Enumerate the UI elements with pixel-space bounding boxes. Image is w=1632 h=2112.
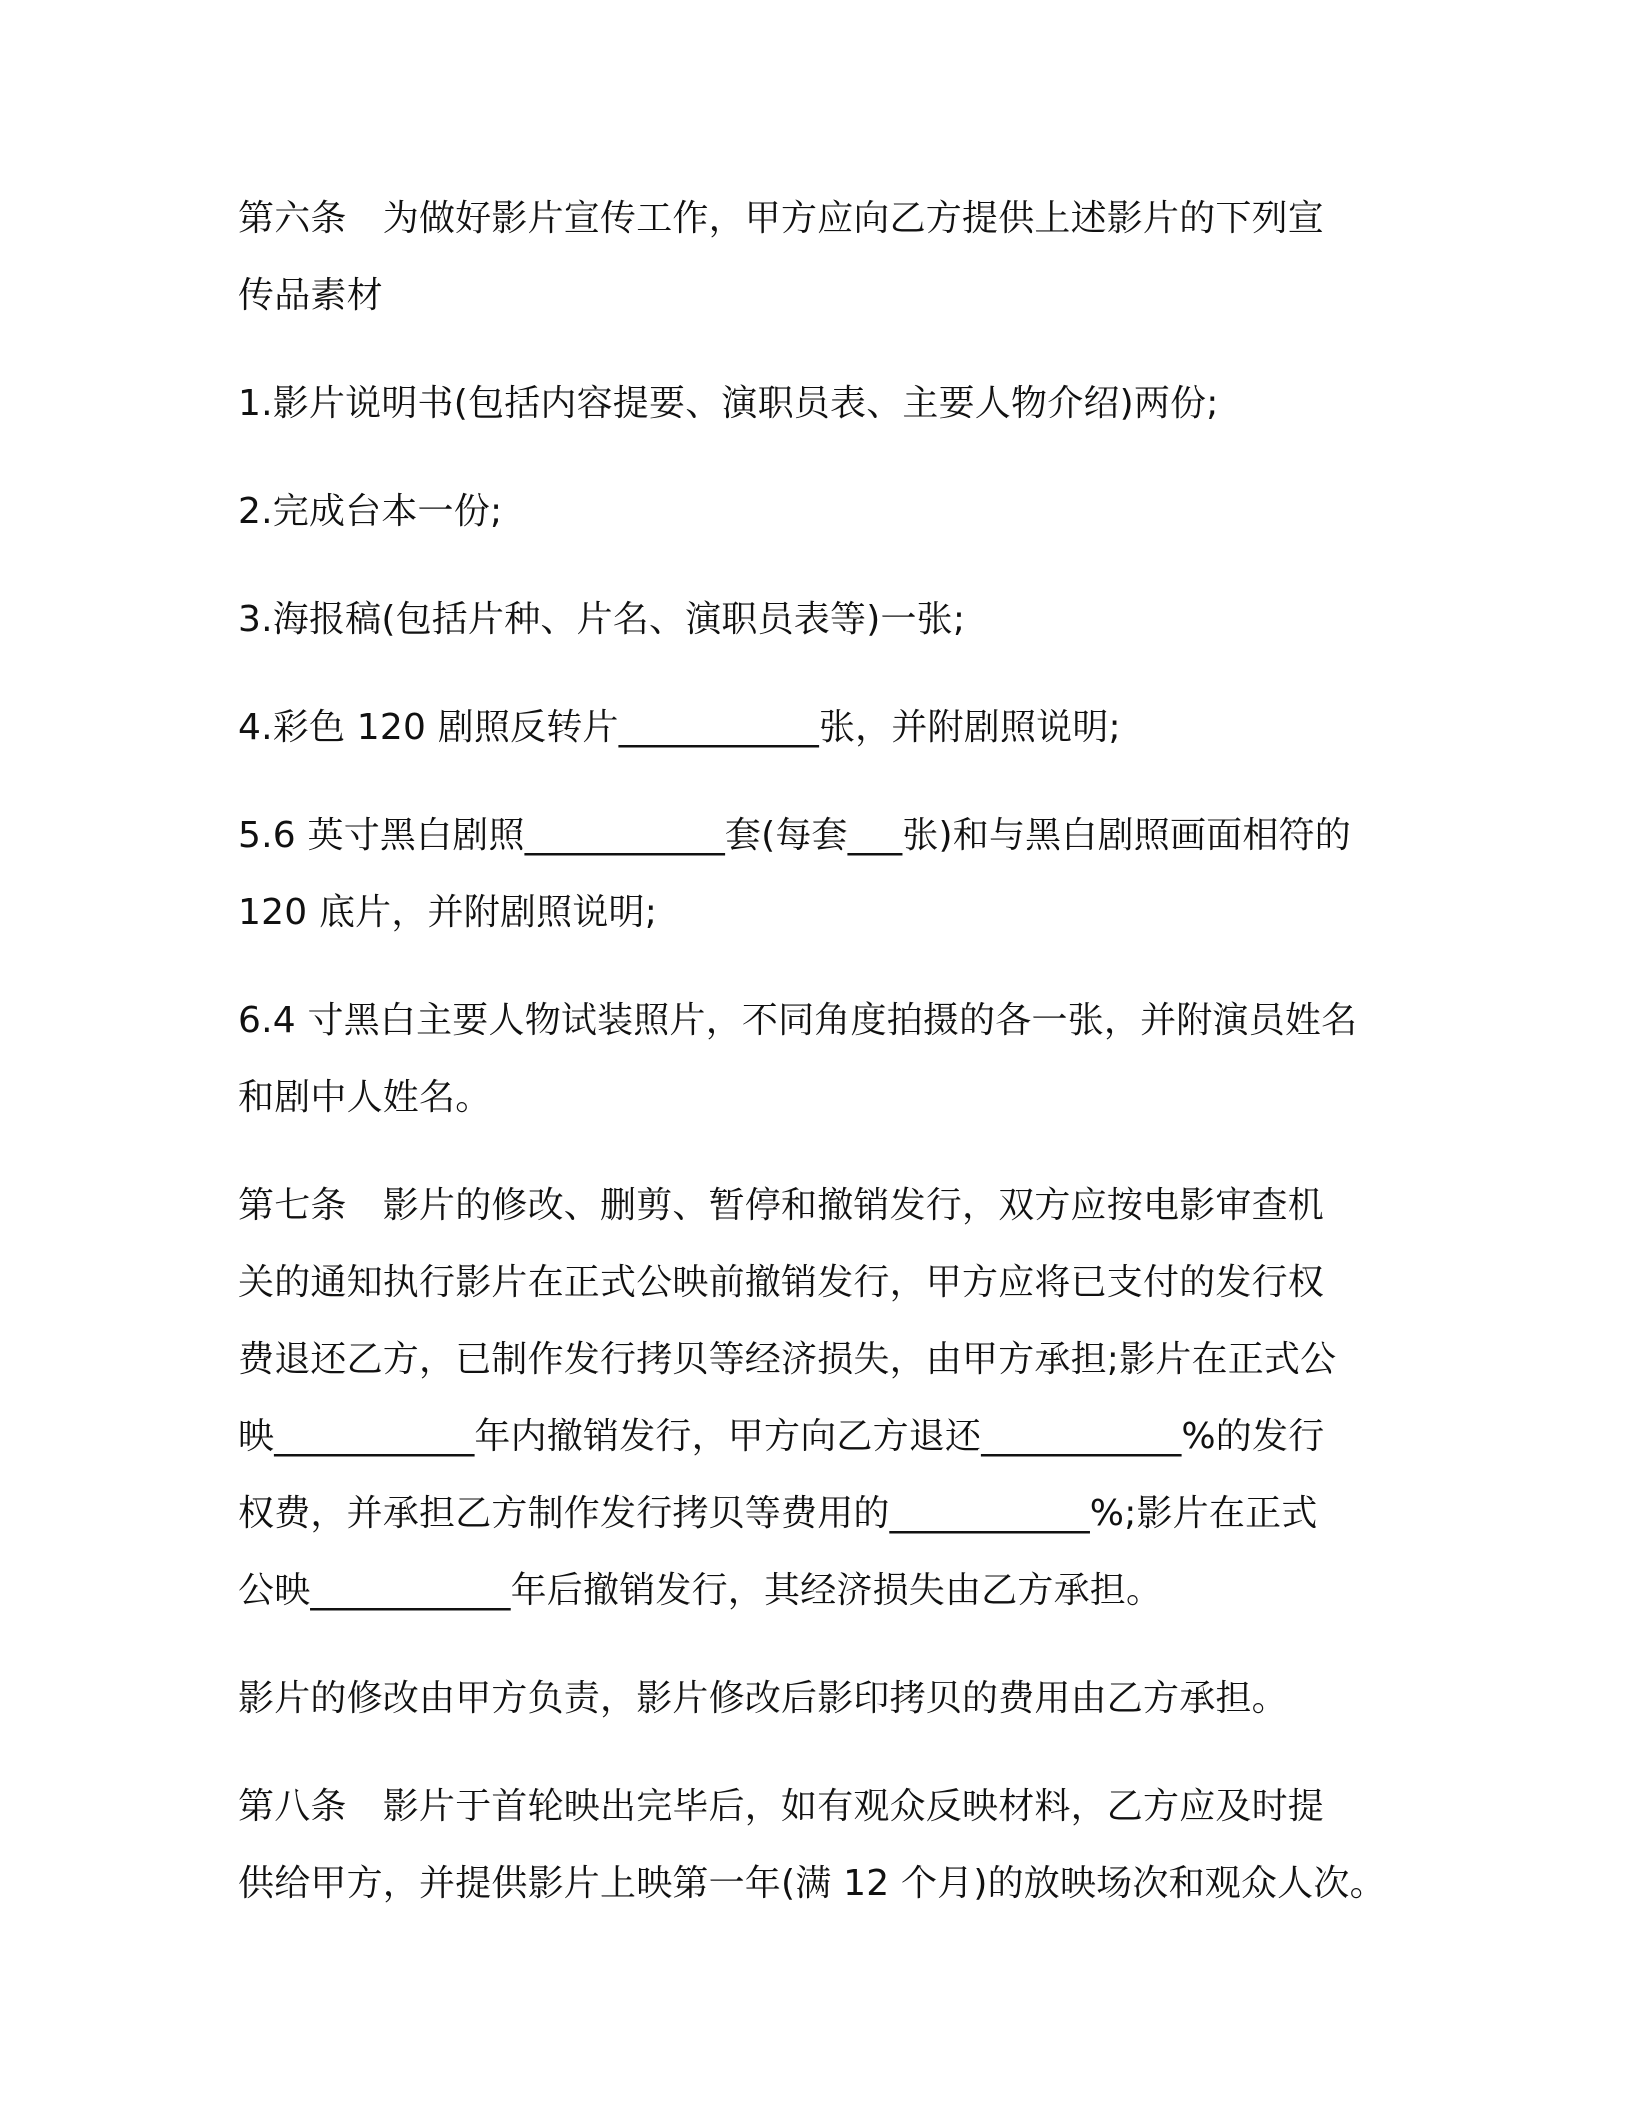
text-line: 影片的修改由甲方负责，影片修改后影印拷贝的费用由乙方承担。 bbox=[238, 1678, 1288, 1719]
text-line: 权费，并承担乙方制作发行拷贝等费用的___________%;影片在正式 bbox=[238, 1493, 1318, 1534]
item-4-paragraph bbox=[238, 689, 1408, 766]
text-line: 6.4 寸黑白主要人物试装照片，不同角度拍摄的各一张，并附演员姓名 bbox=[238, 1000, 1358, 1041]
text-line: 第六条 为做好影片宣传工作，甲方应向乙方提供上述影片的下列宣 bbox=[238, 198, 1325, 239]
article-7-paragraph bbox=[238, 1167, 1408, 1629]
text-line: 关的通知执行影片在正式公映前撤销发行，甲方应将已支付的发行权 bbox=[238, 1262, 1325, 1303]
article-7-continuation-paragraph bbox=[238, 1660, 1408, 1737]
text-line: 费退还乙方，已制作发行拷贝等经济损失，由甲方承担;影片在正式公 bbox=[238, 1339, 1337, 1380]
text-line: 供给甲方，并提供影片上映第一年(满 12 个月)的放映场次和观众人次。 bbox=[238, 1863, 1386, 1904]
text-line: 2.完成台本一份; bbox=[238, 491, 503, 532]
article-6-paragraph bbox=[238, 180, 1408, 334]
text-line: 120 底片，并附剧照说明; bbox=[238, 892, 658, 933]
text-line: 5.6 英寸黑白剧照___________套(每套___张)和与黑白剧照画面相符的 bbox=[238, 815, 1351, 856]
item-5-paragraph bbox=[238, 797, 1408, 951]
text-line: 传品素材 bbox=[238, 275, 383, 316]
text-line: 4.彩色 120 剧照反转片___________张，并附剧照说明; bbox=[238, 707, 1121, 748]
text-line: 3.海报稿(包括片种、片名、演职员表等)一张; bbox=[238, 599, 966, 640]
text-line: 和剧中人姓名。 bbox=[238, 1077, 492, 1118]
document-body bbox=[238, 180, 1408, 1953]
text-line: 第七条 影片的修改、删剪、暂停和撤销发行，双方应按电影审查机 bbox=[238, 1185, 1325, 1226]
item-1-paragraph bbox=[238, 365, 1408, 442]
text-line: 1.影片说明书(包括内容提要、演职员表、主要人物介绍)两份; bbox=[238, 383, 1219, 424]
text-line: 公映___________年后撤销发行，其经济损失由乙方承担。 bbox=[238, 1570, 1163, 1611]
item-2-paragraph bbox=[238, 473, 1408, 550]
text-line: 映___________年内撤销发行，甲方向乙方退还___________%的发行 bbox=[238, 1416, 1325, 1457]
item-6-paragraph bbox=[238, 982, 1408, 1136]
article-8-paragraph bbox=[238, 1768, 1408, 1922]
item-3-paragraph bbox=[238, 581, 1408, 658]
text-line: 第八条 影片于首轮映出完毕后，如有观众反映材料，乙方应及时提 bbox=[238, 1786, 1325, 1827]
